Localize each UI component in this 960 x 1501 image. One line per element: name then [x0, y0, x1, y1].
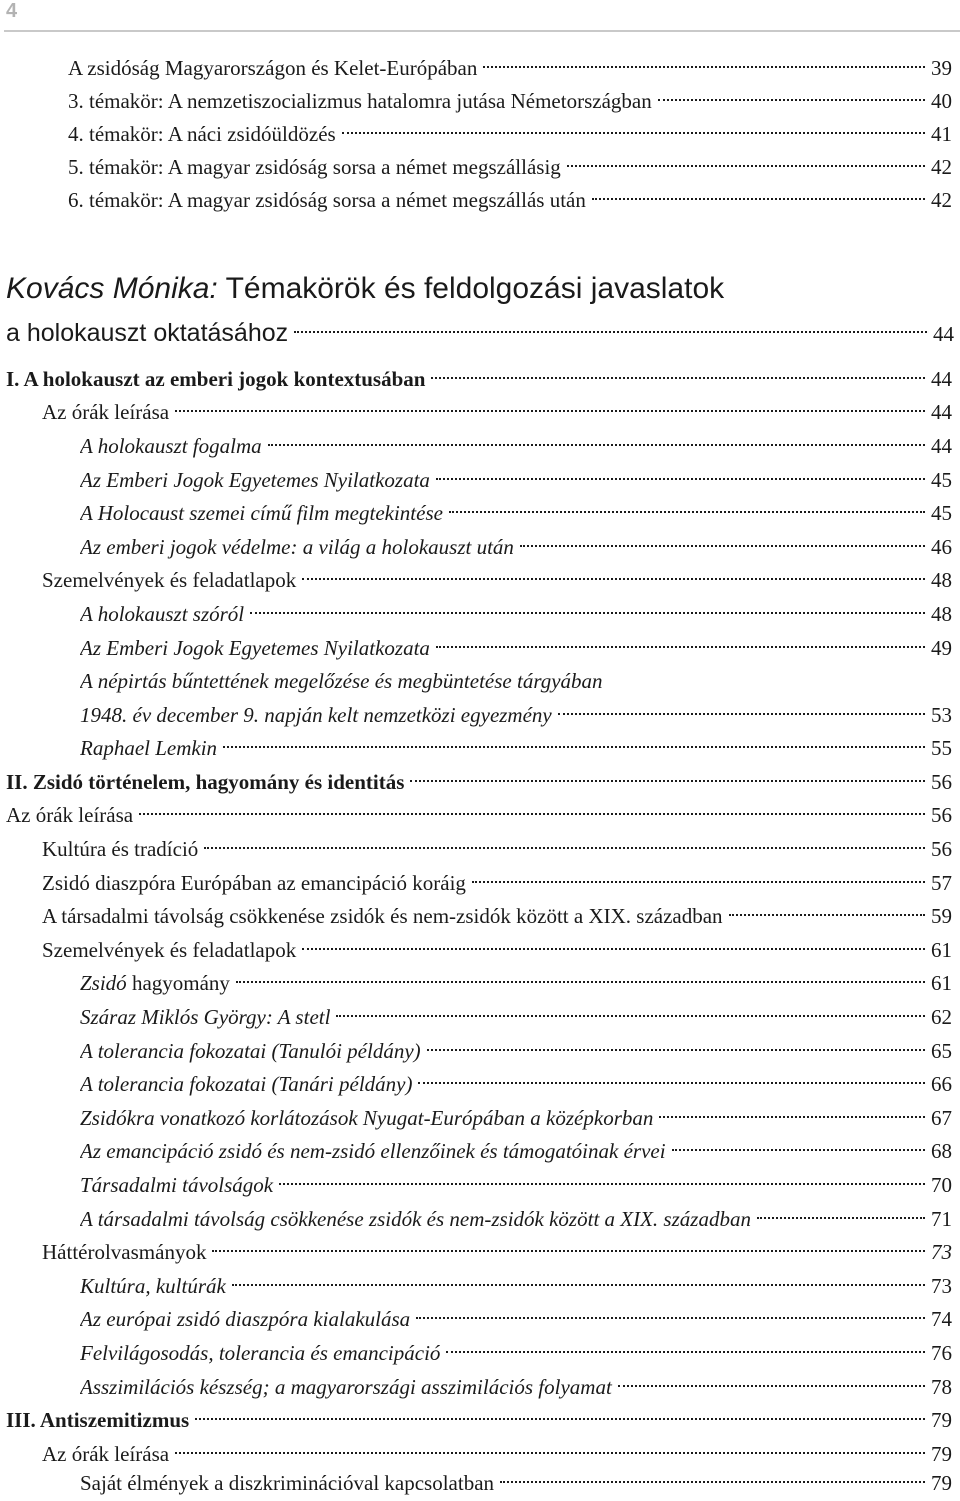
toc-entry-title: A Holocaust szemei című film megtekintése: [80, 501, 443, 525]
toc-entry-page: 68: [931, 1139, 952, 1163]
toc-entry-title: Zsidókra vonatkozó korlátozások Nyugat-Európában a középkorban: [80, 1106, 654, 1130]
toc-entry-page: 41: [931, 122, 952, 146]
toc-entry-title: Saját élmények a diszkriminációval kapcsolatban: [80, 1471, 495, 1495]
toc-entry-page: 71: [931, 1207, 952, 1231]
dot-leader: [195, 1418, 925, 1420]
toc-entry-title: Az órák leírása: [6, 803, 134, 827]
toc-entry[interactable]: [80, 1269, 952, 1303]
toc-entry[interactable]: [80, 664, 952, 698]
header-rule: [4, 30, 960, 32]
toc-entry-title: Kultúra, kultúrák: [80, 1274, 226, 1298]
toc-entry-title: III. Antiszemitizmus: [6, 1408, 190, 1432]
dot-leader: [449, 511, 925, 513]
toc-entry[interactable]: [68, 150, 952, 184]
toc-entry[interactable]: [80, 1034, 952, 1068]
toc-entry-title: A tolerancia fokozatai (Tanári példány): [80, 1072, 413, 1096]
toc-entry-title: Az európai zsidó diaszpóra kialakulása: [80, 1307, 411, 1331]
dot-leader: [236, 981, 925, 983]
toc-entry[interactable]: [42, 395, 952, 429]
toc-entry[interactable]: [80, 496, 952, 530]
section-page: 44: [933, 322, 954, 346]
toc-entry-page: 73: [931, 1274, 952, 1298]
toc-entry[interactable]: [80, 631, 952, 665]
toc-entry-title: Az Emberi Jogok Egyetemes Nyilatkozata: [80, 636, 430, 660]
toc-entry-page: 45: [931, 501, 952, 525]
toc-entry-page: 48: [931, 568, 952, 592]
dot-leader: [618, 1385, 925, 1387]
dot-leader: [558, 713, 925, 715]
dot-leader: [659, 1116, 925, 1118]
toc-entry-title: Az emancipáció zsidó és nem-zsidó ellenzőinek és támogatóinak érvei: [80, 1139, 666, 1163]
dot-leader: [302, 578, 925, 580]
toc-entry-page: 70: [931, 1173, 952, 1197]
toc-entry-title: 4. témakör: A náci zsidóüldözés: [68, 122, 336, 146]
toc-entry-page: 79: [931, 1471, 952, 1495]
dot-leader: [436, 478, 925, 480]
section-title-line1: Témakörök és feldolgozási javaslatok: [225, 272, 725, 305]
toc-entry[interactable]: [80, 1134, 952, 1168]
toc-entry[interactable]: [80, 1168, 952, 1202]
dot-leader: [336, 1015, 925, 1017]
toc-entry-title: Szemelvények és feladatlapok: [42, 568, 297, 592]
toc-entry-page: 42: [931, 155, 952, 179]
toc-entry-title: Az órák leírása: [42, 400, 170, 424]
toc-entry-page: 46: [931, 535, 952, 559]
toc-entry-page: 53: [931, 703, 952, 727]
dot-leader: [672, 1149, 925, 1151]
toc-entry-page: 45: [931, 468, 952, 492]
toc-entry-title: A holokauszt szóról: [80, 602, 245, 626]
toc-entry[interactable]: [80, 1000, 952, 1034]
toc-entry[interactable]: [42, 899, 952, 933]
dot-leader: [729, 914, 925, 916]
dot-leader: [232, 1284, 925, 1286]
toc-entry[interactable]: [80, 597, 952, 631]
dot-leader: [212, 1250, 925, 1252]
toc-entry-page: 44: [931, 367, 952, 391]
toc-entry-title: A holokauszt fogalma: [80, 434, 262, 458]
toc-entry-page: 78: [931, 1375, 952, 1399]
dot-leader: [302, 948, 925, 950]
dot-leader: [520, 545, 925, 547]
toc-entry[interactable]: [68, 117, 952, 151]
toc-entry-title: Társadalmi távolságok: [80, 1173, 274, 1197]
toc-entry-title: Az órák leírása: [42, 1442, 170, 1466]
section-title-line2: a holokauszt oktatásához: [6, 319, 289, 347]
toc-entry-page: 57: [931, 871, 952, 895]
toc-entry-title: Szemelvények és feladatlapok: [42, 938, 297, 962]
toc-entry-title: Háttérolvasmányok: [42, 1240, 207, 1264]
toc-entry-title-italic: Zsidó: [80, 971, 127, 995]
dot-leader: [446, 1351, 925, 1353]
toc-entry-title: A társadalmi távolság csökkenése zsidók és nem-zsidók között a XIX. században: [80, 1207, 751, 1231]
dot-leader: [175, 1452, 925, 1454]
dot-leader: [410, 780, 925, 782]
toc-entry[interactable]: [80, 1202, 952, 1236]
toc-entry-title: Száraz Miklós György: A stetl: [80, 1005, 331, 1029]
toc-entry-page: 49: [931, 636, 952, 660]
page-number: 4: [6, 0, 18, 22]
toc-entry-page: 56: [931, 803, 952, 827]
toc-entry[interactable]: [42, 563, 952, 597]
dot-leader: [342, 132, 925, 134]
toc-entry[interactable]: [80, 429, 952, 463]
toc-entry[interactable]: [6, 798, 952, 832]
toc-entry-title: I. A holokauszt az emberi jogok kontextusában: [6, 367, 426, 391]
toc-entry[interactable]: [80, 1101, 952, 1135]
toc-entry[interactable]: [80, 1302, 952, 1336]
toc-entry-page: 65: [931, 1039, 952, 1063]
dot-leader: [223, 746, 925, 748]
toc-entry-page: 44: [931, 400, 952, 424]
toc-entry[interactable]: [68, 84, 952, 118]
toc-entry-page: 74: [931, 1307, 952, 1331]
toc-entry-page: 76: [931, 1341, 952, 1365]
toc-entry-title: 3. témakör: A nemzetiszocializmus hatalomra jutása Németországban: [68, 89, 652, 113]
toc-entry-page: 59: [931, 904, 952, 928]
toc-entry-page: 55: [931, 736, 952, 760]
toc-entry-title: Az Emberi Jogok Egyetemes Nyilatkozata: [80, 468, 430, 492]
toc-entry-page: 79: [931, 1408, 952, 1432]
toc-entry[interactable]: [80, 731, 952, 765]
dot-leader: [431, 377, 925, 379]
toc-chapter[interactable]: [6, 1403, 952, 1437]
toc-entry-title: 1948. év december 9. napján kelt nemzetközi egyezmény: [80, 703, 552, 727]
dot-leader: [294, 331, 927, 333]
dot-leader: [500, 1481, 925, 1483]
toc-entry[interactable]: [80, 1370, 952, 1404]
toc-entry-title: Az emberi jogok védelme: a világ a holokauszt után: [80, 535, 514, 559]
toc-entry-page: 67: [931, 1106, 952, 1130]
section-title-continued[interactable]: [6, 313, 954, 353]
toc-chapter[interactable]: [6, 362, 952, 396]
toc-entry[interactable]: [80, 463, 952, 497]
dot-leader: [427, 1049, 925, 1051]
toc-entry[interactable]: [80, 1336, 952, 1370]
dot-leader: [139, 813, 925, 815]
toc-entry[interactable]: [42, 832, 952, 866]
toc-chapter[interactable]: [6, 765, 952, 799]
toc-entry-page: 48: [931, 602, 952, 626]
dot-leader: [418, 1082, 925, 1084]
toc-entry-title: Kultúra és tradíció: [42, 837, 199, 861]
toc-entry-title: II. Zsidó történelem, hagyomány és identitás: [6, 770, 405, 794]
toc-entry-title: Zsidó diaszpóra Európában az emancipáció koráig: [42, 871, 466, 895]
dot-leader: [592, 198, 925, 200]
toc-entry-title: Raphael Lemkin: [80, 736, 218, 760]
toc-entry[interactable]: [42, 866, 952, 900]
toc-entry[interactable]: [68, 183, 952, 217]
toc-entry-page: 79: [931, 1442, 952, 1466]
toc-entry[interactable]: [80, 966, 952, 1000]
toc-entry[interactable]: [42, 1235, 952, 1269]
toc-entry-title: A zsidóság Magyarországon és Kelet-Európában: [68, 56, 478, 80]
toc-entry[interactable]: [80, 698, 952, 732]
dot-leader: [268, 444, 925, 446]
dot-leader: [175, 410, 925, 412]
dot-leader: [204, 847, 925, 849]
toc-entry[interactable]: [80, 1466, 952, 1500]
toc-entry-title: A népirtás bűntettének megelőzése és megbüntetése tárgyában: [80, 669, 603, 693]
toc-entry-title: Felvilágosodás, tolerancia és emancipáció: [80, 1341, 441, 1365]
dot-leader: [250, 612, 925, 614]
dot-leader: [436, 646, 925, 648]
toc-entry[interactable]: [80, 1067, 952, 1101]
toc-entry-page: 61: [931, 971, 952, 995]
toc-entry[interactable]: [80, 530, 952, 564]
section-title[interactable]: [6, 269, 724, 309]
toc-entry-page: 73: [931, 1240, 952, 1264]
toc-entry-page: 56: [931, 837, 952, 861]
toc-entry-title: A tolerancia fokozatai (Tanulói példány): [80, 1039, 421, 1063]
toc-entry-title: A társadalmi távolság csökkenése zsidók és nem-zsidók között a XIX. században: [42, 904, 723, 928]
toc-entry-page: 66: [931, 1072, 952, 1096]
toc-entry[interactable]: [68, 51, 952, 85]
section-author: Kovács Mónika:: [6, 272, 218, 305]
toc-entry-page: 39: [931, 56, 952, 80]
dot-leader: [416, 1317, 925, 1319]
toc-entry-page: 40: [931, 89, 952, 113]
toc-entry-title-rest: hagyomány: [126, 971, 230, 995]
toc-entry-page: 56: [931, 770, 952, 794]
toc-entry[interactable]: [42, 933, 952, 967]
toc-entry-page: 44: [931, 434, 952, 458]
dot-leader: [279, 1183, 925, 1185]
toc-entry-page: 42: [931, 188, 952, 212]
dot-leader: [658, 99, 925, 101]
dot-leader: [483, 66, 925, 68]
dot-leader: [757, 1217, 925, 1219]
dot-leader: [472, 881, 925, 883]
dot-leader: [567, 165, 925, 167]
toc-entry-page: 62: [931, 1005, 952, 1029]
toc-entry-page: 61: [931, 938, 952, 962]
toc-entry-title: Asszimilációs készség; a magyarországi asszimilációs folyamat: [80, 1375, 612, 1399]
toc-entry-title: 5. témakör: A magyar zsidóság sorsa a német megszállásig: [68, 155, 561, 179]
toc-entry-title: [80, 966, 230, 1000]
toc-entry-title: 6. témakör: A magyar zsidóság sorsa a német megszállás után: [68, 188, 586, 212]
